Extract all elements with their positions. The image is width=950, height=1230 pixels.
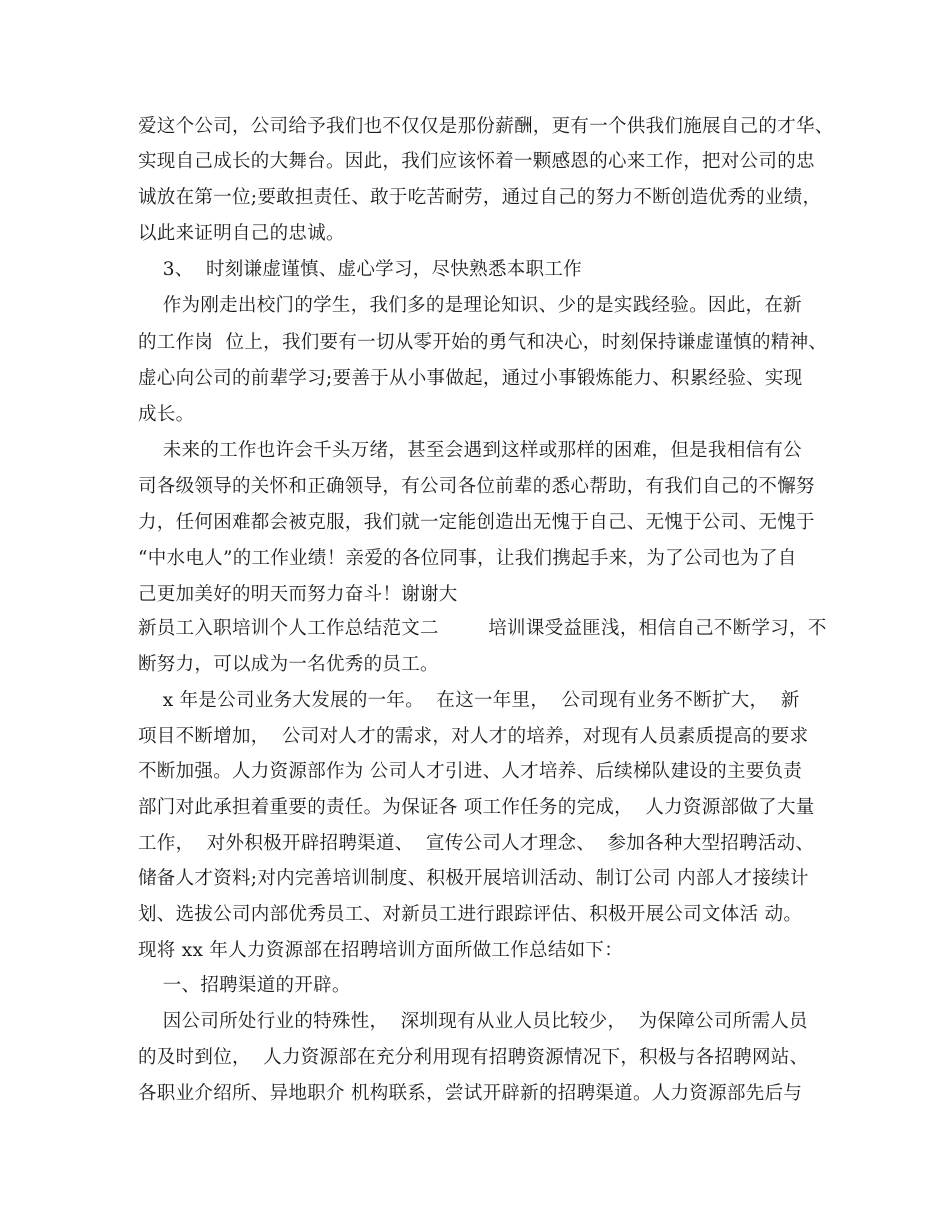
text-line: 项目不断增加， 公司对人才的需求，对人才的培养，对现有人员素质提高的要求 [138, 726, 809, 747]
text-line: 作为刚走出校门的学生，我们多的是理论知识、少的是实践经验。因此，在新 [138, 295, 802, 316]
text-line: 诚放在第一位;要敢担责任、敢于吃苦耐劳，通过自己的努力不断创造优秀的业绩， [138, 187, 822, 208]
text-line: 司各级领导的关怀和正确领导，有公司各位前辈的悉心帮助，有我们自己的不懈努 [138, 476, 815, 497]
text-line: 工作， 对外积极开辟招聘渠道、 宣传公司人才理念、 参加各种大型招聘活动、 [138, 833, 815, 854]
text-line: 划、选拔公司内部优秀员工、对新员工进行跟踪评估、积极开展公司文体活 动。 [138, 904, 803, 925]
text-line: 新员工入职培训个人工作总结范文二 培训课受益匪浅，相信自己不断学习，不 [138, 618, 827, 639]
section-heading: 一、招聘渠道的开辟。 [138, 975, 351, 996]
text-line: 以此来证明自己的忠诚。 [138, 223, 345, 244]
text-line: 现将 xx 年人力资源部在招聘培训方面所做工作总结如下： [138, 940, 624, 961]
text-line: 力，任何困难都会被克服，我们就一定能创造出无愧于自己、无愧于公司、无愧于 [138, 512, 815, 533]
text-line: 储备人才资料;对内完善培训制度、积极开展培训活动、制订公司 内部人才接续计 [138, 868, 809, 889]
text-line: 爱这个公司，公司给予我们也不仅仅是那份薪酬，更有一个供我们施展自己的才华、 [138, 116, 834, 137]
text-line: 虚心向公司的前辈学习;要善于从小事做起，通过小事锻炼能力、积累经验、实现 [138, 368, 803, 389]
text-line: 不断加强。人力资源部作为 公司人才引进、人才培养、后续梯队建设的主要负责 [138, 761, 803, 782]
text-line: 部门对此承担着重要的责任。为保证各 项工作任务的完成， 人力资源部做了大量 [138, 797, 815, 818]
text-line: 己更加美好的明天而努力奋斗！谢谢大 [138, 584, 458, 605]
text-line: 未来的工作也许会千头万绪，甚至会遇到这样或那样的困难，但是我相信有公 [138, 440, 802, 461]
text-line: 断努力，可以成为一名优秀的员工。 [138, 654, 439, 675]
section-heading: 3、 时刻谦虚谨慎、虚心学习，尽快熟悉本职工作 [138, 259, 582, 280]
text-line: 的及时到位， 人力资源部在充分利用现有招聘资源情况下，积极与各招聘网站、 [138, 1047, 809, 1068]
text-line: 的工作岗 位上，我们要有一切从零开始的勇气和决心，时刻保持谦虚谨慎的精神、 [138, 332, 828, 353]
text-line: 因公司所处行业的特殊性， 深圳现有从业人员比较少， 为保障公司所需人员 [138, 1011, 808, 1032]
text-line: 各职业介绍所、异地职介 机构联系，尝试开辟新的招聘渠道。人力资源部先后与 [138, 1083, 803, 1104]
text-line: x 年是公司业务大发展的一年。 在这一年里， 公司现有业务不断扩大， 新 [138, 690, 800, 711]
text-line: “中水电人”的工作业绩！亲爱的各位同事，让我们携起手来，为了公司也为了自 [138, 548, 797, 569]
text-line: 实现自己成长的大舞台。因此，我们应该怀着一颗感恩的心来工作，把对公司的忠 [138, 151, 815, 172]
text-line: 成长。 [138, 404, 195, 425]
